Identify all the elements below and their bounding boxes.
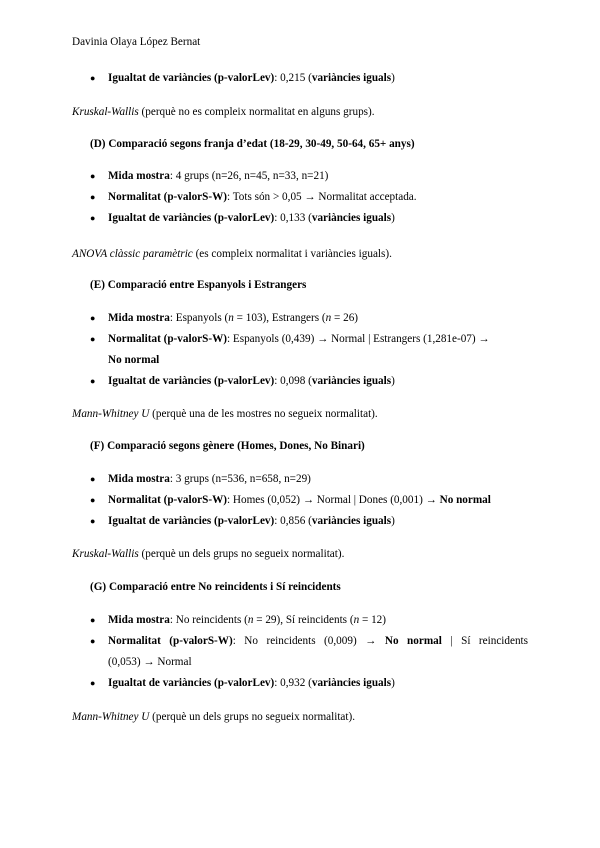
list-item-value: : 0,133 ( [274,212,312,224]
list-item-value: : Espanyols ( [169,312,229,324]
list-item-value: : 0,215 ( [274,72,312,84]
list-item [90,673,528,694]
bullet-icon: ● [90,73,96,83]
list-item-label: Normalitat (p-valorS-W) [108,333,227,345]
list-item-close: ) [391,515,395,527]
bullet-icon: ● [90,474,96,484]
list-item-result: variàncies iguals [311,515,392,527]
list-item [90,631,529,652]
test-name: Kruskal-Wallis [72,106,139,118]
list-item-value: : 0,098 ( [274,375,312,387]
list-item-label: Mida mostra [108,170,170,182]
list-item-label: Normalitat (p-valorS-W) [108,635,233,647]
list-item-result: variàncies iguals [311,212,392,224]
list-item-result: variàncies iguals [311,375,392,387]
list-item-label: Mida mostra [108,614,170,626]
list-item-label: Mida mostra [108,312,170,324]
section-heading: (G) Comparació entre No reincidents i Sí reincidents [90,581,341,593]
list-item-label: Igualtat de variàncies (p-valorLev) [108,515,275,527]
list-item [90,469,528,490]
section-heading: (D) Comparació segons franja d’edat (18-29, 30-49, 50-64, 65+ anys) [90,138,415,150]
bullet-icon: ● [90,636,96,646]
list-item-result: variàncies iguals [311,72,392,84]
test-reason: (perquè un dels grups no segueix normalitat). [138,548,345,560]
list-item [90,187,528,208]
list-item-label: Mida mostra [108,473,170,485]
list-item [90,511,528,532]
list-item-close: ) [391,72,395,84]
list-item-result: variàncies iguals [311,677,392,689]
bullet-icon: ● [90,516,96,526]
test-name: Mann-Whitney U [72,408,150,420]
section-heading: (E) Comparació entre Espanyols i Estrangers [90,279,307,291]
test-name: Mann-Whitney U [72,711,150,723]
test-paragraph [72,407,532,422]
bullet-icon: ● [90,192,96,202]
list-item [90,68,528,89]
list-item [90,308,528,329]
list-item-value: = 12) [359,614,386,626]
list-item [90,329,528,350]
bullet-icon: ● [90,334,96,344]
list-item-result: No normal [384,635,442,647]
list-item-continuation [108,652,528,673]
list-item [90,208,528,229]
list-item [90,371,528,392]
test-reason: (es compleix normalitat i variàncies iguals). [192,248,392,260]
bullet-icon: ● [90,313,96,323]
test-name: Kruskal-Wallis [72,548,139,560]
list-item-value: (0,053) → Normal [108,656,192,668]
section-heading: (F) Comparació segons gènere (Homes, Dones, No Binari) [90,440,365,452]
list-item-value: : 0,932 ( [274,677,312,689]
list-item-value: : 0,856 ( [274,515,312,527]
list-item-continuation [108,350,528,371]
test-paragraph [72,247,532,262]
test-reason: (perquè no es compleix normalitat en alguns grups). [138,106,375,118]
list-item-value: | Sí reincidents [441,635,529,647]
list-item-value: : Homes (0,052) → Normal | Dones (0,001) → [227,494,440,506]
list-item-label: Igualtat de variàncies (p-valorLev) [108,72,275,84]
list-item-close: ) [391,375,395,387]
list-item-close: ) [391,677,395,689]
list-item-value: : Tots són > 0,05 → Normalitat acceptada. [227,191,417,203]
n-symbol: n [353,614,360,626]
list-item-value: : 4 grups (n=26, n=45, n=33, n=21) [169,170,329,182]
list-item-value: : Espanyols (0,439) → Normal | Estrangers (1,281e-07) → [227,333,490,345]
n-symbol: n [228,312,234,324]
test-paragraph [72,547,532,562]
list-item-label: Normalitat (p-valorS-W) [108,494,227,506]
n-symbol: n [247,614,254,626]
list-item [90,490,528,511]
n-symbol: n [325,312,332,324]
test-reason: (perquè un dels grups no segueix normalitat). [149,711,356,723]
list-item-value: : No reincidents (0,009) → [232,635,385,647]
list-item-label: Igualtat de variàncies (p-valorLev) [108,375,275,387]
list-item-value: : No reincidents ( [169,614,248,626]
list-item-label: Igualtat de variàncies (p-valorLev) [108,677,275,689]
test-reason: (perquè una de les mostres no segueix normalitat). [149,408,378,420]
test-paragraph [72,105,532,120]
list-item [90,166,528,187]
list-item-result: No normal [439,494,491,506]
list-item-result: No normal [108,354,160,366]
bullet-icon: ● [90,615,96,625]
list-item-close: ) [391,212,395,224]
list-item-label: Normalitat (p-valorS-W) [108,191,227,203]
bullet-icon: ● [90,213,96,223]
list-item-value: = 103), Estrangers ( [233,312,326,324]
test-name: ANOVA clàssic paramètric [72,248,193,260]
page-header-author: Davinia Olaya López Bernat [72,36,201,48]
list-item-value: = 26) [331,312,359,324]
bullet-icon: ● [90,171,96,181]
list-item [90,610,528,631]
bullet-icon: ● [90,376,96,386]
bullet-icon: ● [90,678,96,688]
list-item-label: Igualtat de variàncies (p-valorLev) [108,212,275,224]
list-item-value: = 29), Sí reincidents ( [253,614,354,626]
list-item-value: : 3 grups (n=536, n=658, n=29) [169,473,311,485]
bullet-icon: ● [90,495,96,505]
test-paragraph [72,710,532,725]
